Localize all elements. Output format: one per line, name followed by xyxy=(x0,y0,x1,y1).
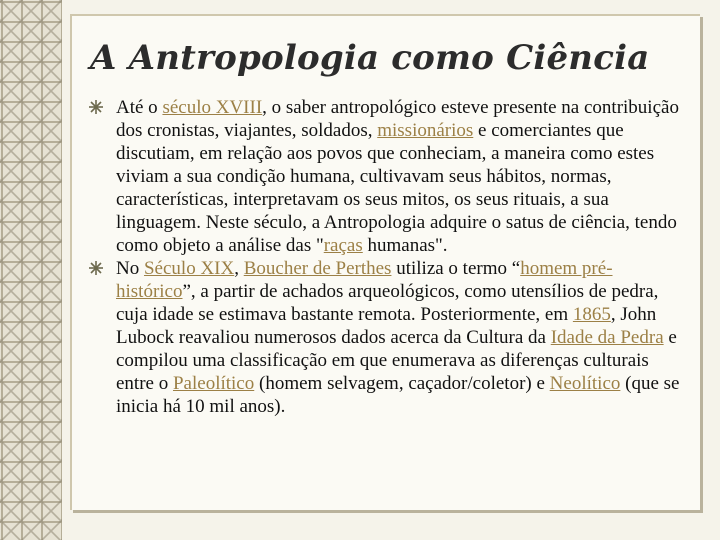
decorative-lattice-border xyxy=(0,0,62,540)
slide-body xyxy=(88,96,688,418)
bullet-text: humanas". xyxy=(362,235,448,256)
asterisk-bullet-icon xyxy=(88,99,104,115)
link-idade-da-pedra[interactable]: Idade da Pedra xyxy=(550,327,664,348)
bullet-paragraph-1 xyxy=(88,96,688,257)
slide-title: A Antropologia como Ciência xyxy=(90,38,650,78)
link-paleolitico[interactable]: Paleolítico xyxy=(172,373,255,394)
link-missionarios[interactable]: missionários xyxy=(377,120,474,141)
bullet-text: (que se inicia há 10 mil anos). xyxy=(116,373,680,417)
bullet-text: e comerciantes que discutiam, em relação aos povos que conheciam, a maneira como estes viviam a sua condição humana, cultivavam seus hábitos, normas, características, interpretavam os seus mitos, os seus rituais, a sua linguagem. Neste século, a Antropologia adquire o satus de ciência, tendo como objeto a análise das " xyxy=(116,120,677,256)
link-neolitico[interactable]: Neolítico xyxy=(549,373,621,394)
asterisk-bullet-icon xyxy=(88,260,104,276)
link-1865[interactable]: 1865 xyxy=(572,304,611,325)
bullet-text: No xyxy=(116,258,144,279)
bullet-text: , John Lubock reavaliou numerosos dados acerca da Cultura da xyxy=(116,304,657,348)
link-boucher-de-perthes[interactable]: Boucher de Perthes xyxy=(243,258,392,279)
bullet-text: , o saber antropológico esteve presente na contribuição dos cronistas, viajantes, soldados, xyxy=(116,97,679,141)
bullet-text: , xyxy=(234,258,244,279)
link-racas[interactable]: raças xyxy=(323,235,363,256)
bullet-text: e compilou uma classificação em que enumerava as diferenças culturais entre o xyxy=(116,327,677,394)
link-seculo-xix[interactable]: Século XIX xyxy=(143,258,235,279)
bullet-text: Até o xyxy=(116,97,163,118)
link-homem-pre-historico[interactable]: homem pré-histórico xyxy=(116,258,613,302)
link-seculo-xviii[interactable]: século XVIII xyxy=(162,97,263,118)
bullet-paragraph-2 xyxy=(88,257,688,418)
bullet-text: (homem selvagem, caçador/coletor) e xyxy=(254,373,550,394)
bullet-text: ”, a partir de achados arqueológicos, como utensílios de pedra, cuja idade se estimava bastante remota. Posteriormente, em xyxy=(116,281,659,325)
bullet-text: utiliza o termo “ xyxy=(391,258,521,279)
